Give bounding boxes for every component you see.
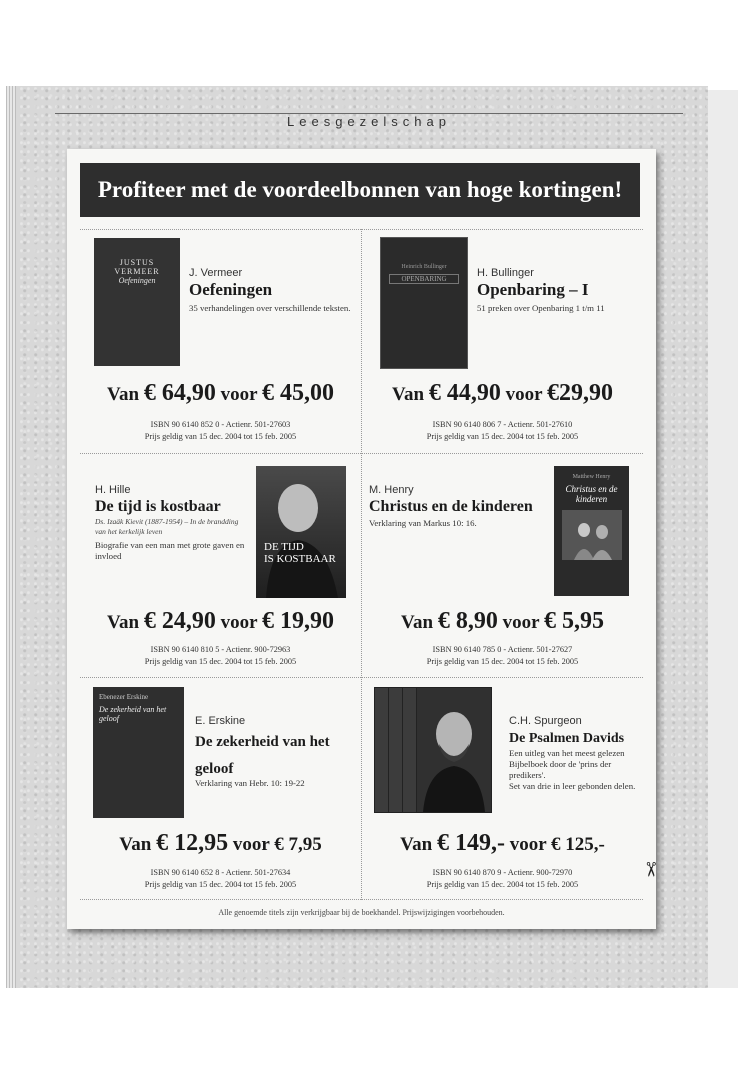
coupon-grid <box>80 229 643 900</box>
cover-text: Heinrich Bullinger <box>401 264 447 270</box>
book-author: H. Bullinger <box>477 267 534 279</box>
book-description: Verklaring van Hebr. 10: 19-22 <box>195 778 305 788</box>
price-label: Van <box>119 834 152 855</box>
isbn-line: ISBN 90 6140 810 5 - Actienr. 900-72963 <box>150 645 291 654</box>
old-price: € 24,90 <box>143 608 216 634</box>
page-edge <box>6 86 16 988</box>
cover-text: OPENBARING <box>389 274 459 284</box>
valid-line: Prijs geldig van 15 dec. 2004 tot 15 feb. 2005 <box>426 880 579 889</box>
cover-text: Ebenezer Erskine <box>99 693 149 701</box>
promo-banner: Profiteer met de voordeelbonnen van hoge kortingen! <box>80 163 640 217</box>
book-set <box>374 687 494 815</box>
portrait-icon <box>256 466 346 598</box>
coupon-vermeer[interactable] <box>80 229 361 452</box>
cover-text: De zekerheid van het geloof <box>99 705 167 723</box>
book-title: Christus en de kinderen <box>369 498 533 515</box>
new-price: € 45,00 <box>261 380 334 406</box>
price-label: Van <box>107 612 140 633</box>
book-cover <box>380 237 468 369</box>
book-description: 51 preken over Openbaring 1 t/m 11 <box>477 303 605 313</box>
cover-text: JUSTUS <box>119 258 155 267</box>
price-label: voor <box>505 384 543 405</box>
valid-line: Prijs geldig van 15 dec. 2004 tot 15 feb. 2005 <box>144 657 297 666</box>
old-price: € 44,90 <box>428 380 501 406</box>
price-label: voor <box>220 384 258 405</box>
portrait-icon <box>417 688 491 812</box>
price-label: Van <box>392 384 425 405</box>
valid-line: Prijs geldig van 15 dec. 2004 tot 15 feb. 2005 <box>144 432 297 441</box>
new-price: € 19,90 <box>261 608 334 634</box>
book-title: Oefeningen <box>189 280 273 299</box>
book-title: De tijd is kostbaar <box>95 498 221 515</box>
old-price: € 8,90 <box>437 608 498 634</box>
valid-line: Prijs geldig van 15 dec. 2004 tot 15 feb. 2005 <box>426 657 579 666</box>
new-price: € 125,- <box>551 834 605 855</box>
isbn-line: ISBN 90 6140 852 0 - Actienr. 501-27603 <box>150 420 291 429</box>
cover-text: Oefeningen <box>118 276 156 285</box>
coupon-erskine[interactable] <box>80 677 361 900</box>
old-price: € 149,- <box>436 830 505 856</box>
cover-text: Matthew Henry <box>572 474 611 480</box>
price-label: Van <box>400 834 433 855</box>
price-line <box>362 608 643 635</box>
book-author: J. Vermeer <box>189 267 243 279</box>
price-line <box>362 830 643 857</box>
cover-text: DE TIJD <box>264 541 304 553</box>
price-label: voor <box>232 834 270 855</box>
valid-line: Prijs geldig van 15 dec. 2004 tot 15 feb. 2005 <box>144 880 297 889</box>
valid-line: Prijs geldig van 15 dec. 2004 tot 15 feb. 2005 <box>426 432 579 441</box>
painting-icon <box>562 510 622 560</box>
book-subtitle: Ds. Izaäk Kievit (1887-1954) – In de brandding van het kerkelijk leven <box>95 517 239 536</box>
book-cover <box>554 466 629 596</box>
new-price: €29,90 <box>546 380 613 406</box>
book-author: M. Henry <box>369 484 414 496</box>
cover-text: VERMEER <box>114 267 160 276</box>
isbn-line: ISBN 90 6140 870 9 - Actienr. 900-72970 <box>432 868 573 877</box>
book-cover <box>256 466 346 598</box>
book-title: De zekerheid van het geloof <box>195 734 330 777</box>
book-title: De Psalmen Davids <box>509 731 625 746</box>
book-author: H. Hille <box>95 484 131 496</box>
isbn-line: ISBN 90 6140 806 7 - Actienr. 501-27610 <box>432 420 573 429</box>
book-cover <box>416 687 492 813</box>
price-label: voor <box>502 612 540 633</box>
book-author: C.H. Spurgeon <box>509 715 582 727</box>
book-title: Openbaring – I <box>477 280 589 299</box>
book-cover <box>94 238 180 366</box>
book-cover <box>93 687 184 818</box>
new-price: € 7,95 <box>274 834 322 855</box>
footer-note: Alle genoemde titels zijn verkrijgbaar bij de boekhandel. Prijswijzigingen voorbehouden. <box>218 908 505 917</box>
price-line <box>80 608 361 635</box>
price-label: voor <box>509 834 547 855</box>
price-line <box>80 380 361 407</box>
book-description: Een uitleg van het meest gelezen Bijbelboek door de 'prins der predikers'. <box>509 748 625 780</box>
cover-text: Christus en de kinderen <box>565 484 618 504</box>
coupon-henry[interactable] <box>362 453 643 676</box>
coupon-bullinger[interactable] <box>362 229 643 452</box>
section-title: Leesgezelschap <box>287 114 451 129</box>
old-price: € 64,90 <box>143 380 216 406</box>
price-label: Van <box>107 384 140 405</box>
price-line <box>80 830 361 857</box>
scissors-icon: ✂ <box>638 861 661 878</box>
coupon-spurgeon[interactable] <box>362 677 643 900</box>
book-description: 35 verhandelingen over verschillende teksten. <box>189 303 351 313</box>
cover-text: IS KOSTBAAR <box>264 553 336 565</box>
book-description-extra: Set van drie in leer gebonden delen. <box>509 781 636 791</box>
price-label: Van <box>401 612 434 633</box>
old-price: € 12,95 <box>156 830 229 856</box>
isbn-line: ISBN 90 6140 785 0 - Actienr. 501-27627 <box>432 645 573 654</box>
book-description: Verklaring van Markus 10: 16. <box>369 518 477 528</box>
price-line <box>362 380 643 407</box>
coupon-hille[interactable] <box>80 453 361 676</box>
price-label: voor <box>220 612 258 633</box>
new-price: € 5,95 <box>543 608 604 634</box>
next-page-edge <box>708 90 738 988</box>
book-description: Biografie van een man met grote gaven en invloed <box>95 540 245 561</box>
book-author: E. Erskine <box>195 715 246 727</box>
isbn-line: ISBN 90 6140 652 8 - Actienr. 501-27634 <box>150 868 291 877</box>
